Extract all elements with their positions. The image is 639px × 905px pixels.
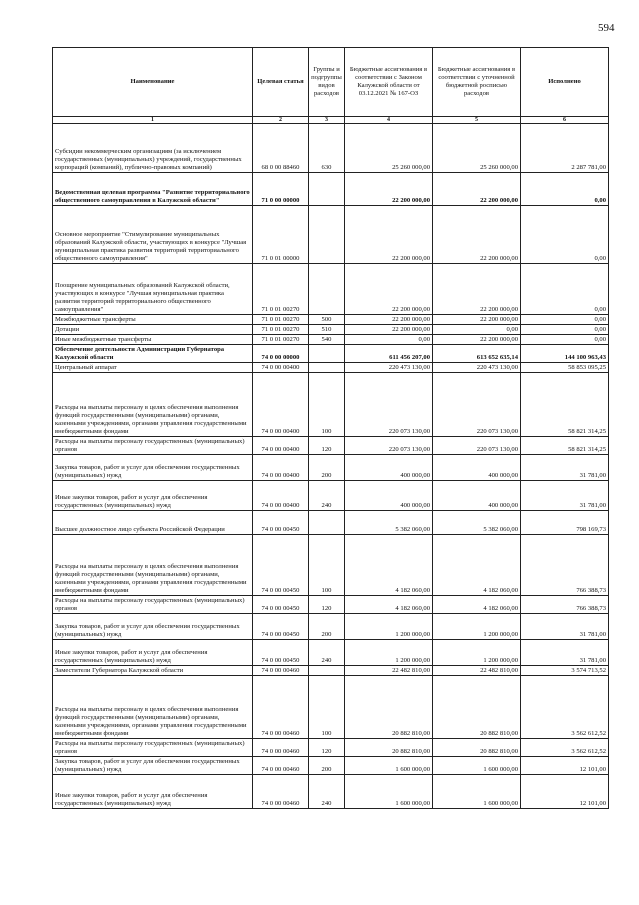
row-name-cell: Поощрение муниципальных образований Калужской области, участвующих в конкурсе "Лучшая муниципальная практика развития территорий территориального общественного самоуправления" xyxy=(53,264,253,315)
row-revised-amount: 4 182 060,00 xyxy=(433,535,521,596)
row-name-cell: Центральный аппарат xyxy=(53,363,253,373)
row-revised-amount: 22 200 000,00 xyxy=(433,264,521,315)
row-name-cell: Ведомственная целевая программа "Развитие территориального общественного самоуправления в Калужской области" xyxy=(53,173,253,206)
row-done-amount: 58 853 095,25 xyxy=(521,363,609,373)
row-done-amount: 31 781,00 xyxy=(521,455,609,481)
row-group-cell xyxy=(309,206,345,264)
row-revised-amount: 1 600 000,00 xyxy=(433,775,521,809)
row-code-cell: 71 0 01 00270 xyxy=(253,315,309,325)
row-done-amount: 0,00 xyxy=(521,264,609,315)
row-revised-amount: 1 200 000,00 xyxy=(433,614,521,640)
row-group-cell: 510 xyxy=(309,325,345,335)
row-name-cell: Иные межбюджетные трансферты xyxy=(53,335,253,345)
row-group-cell: 120 xyxy=(309,437,345,455)
col-number: 6 xyxy=(521,117,609,124)
row-code-cell: 74 0 00 00450 xyxy=(253,614,309,640)
row-revised-amount: 5 382 060,00 xyxy=(433,511,521,535)
row-revised-amount: 25 260 000,00 xyxy=(433,124,521,173)
row-law-amount: 400 000,00 xyxy=(345,455,433,481)
budget-table xyxy=(52,47,609,809)
header-name: Наименование xyxy=(53,48,253,117)
row-revised-amount: 220 473 130,00 xyxy=(433,363,521,373)
row-group-cell: 200 xyxy=(309,455,345,481)
row-law-amount: 400 000,00 xyxy=(345,481,433,511)
row-done-amount: 0,00 xyxy=(521,173,609,206)
row-law-amount: 22 482 810,00 xyxy=(345,666,433,676)
row-code-cell: 71 0 01 00270 xyxy=(253,335,309,345)
row-code-cell: 74 0 00 00460 xyxy=(253,739,309,757)
row-name-cell: Заместители Губернатора Калужской области xyxy=(53,666,253,676)
row-name-cell: Иные закупки товаров, работ и услуг для обеспечения государственных (муниципальных) нужд xyxy=(53,640,253,666)
row-group-cell xyxy=(309,511,345,535)
row-code-cell: 74 0 00 00460 xyxy=(253,676,309,739)
row-name-cell: Субсидии некоммерческим организациям (за исключением государственных (муниципальных) учреждений, государственных корпораций (компаний), публично-правовых компаний) xyxy=(53,124,253,173)
page-number: 594 xyxy=(598,22,615,34)
row-done-amount: 58 821 314,25 xyxy=(521,373,609,437)
table-row xyxy=(53,335,609,345)
row-revised-amount: 220 073 130,00 xyxy=(433,437,521,455)
table-row xyxy=(53,264,609,315)
row-revised-amount: 20 882 810,00 xyxy=(433,739,521,757)
row-name-cell: Закупка товаров, работ и услуг для обеспечения государственных (муниципальных) нужд xyxy=(53,614,253,640)
row-group-cell xyxy=(309,173,345,206)
header-revised: Бюджетные ассигнования в соответствии с уточненной бюджетной росписью расходов xyxy=(433,48,521,117)
row-group-cell xyxy=(309,666,345,676)
row-group-cell: 100 xyxy=(309,373,345,437)
row-law-amount: 22 200 000,00 xyxy=(345,173,433,206)
table-row xyxy=(53,511,609,535)
row-group-cell xyxy=(309,264,345,315)
row-code-cell: 71 0 01 00270 xyxy=(253,264,309,315)
row-group-cell: 240 xyxy=(309,775,345,809)
row-code-cell: 71 0 01 00270 xyxy=(253,325,309,335)
row-done-amount: 2 287 781,00 xyxy=(521,124,609,173)
row-group-cell: 100 xyxy=(309,535,345,596)
row-code-cell: 74 0 00 00400 xyxy=(253,437,309,455)
col-number: 2 xyxy=(253,117,309,124)
row-done-amount: 798 169,73 xyxy=(521,511,609,535)
row-done-amount: 0,00 xyxy=(521,315,609,325)
row-revised-amount: 22 200 000,00 xyxy=(433,173,521,206)
table-row xyxy=(53,596,609,614)
row-law-amount: 22 200 000,00 xyxy=(345,206,433,264)
row-law-amount: 22 200 000,00 xyxy=(345,264,433,315)
row-group-cell: 500 xyxy=(309,315,345,325)
row-name-cell: Иные закупки товаров, работ и услуг для обеспечения государственных (муниципальных) нужд xyxy=(53,481,253,511)
row-name-cell: Иные закупки товаров, работ и услуг для обеспечения государственных (муниципальных) нужд xyxy=(53,775,253,809)
row-group-cell: 200 xyxy=(309,614,345,640)
row-law-amount: 611 456 207,00 xyxy=(345,345,433,363)
row-name-cell: Расходы на выплаты персоналу государственных (муниципальных) органов xyxy=(53,596,253,614)
row-code-cell: 74 0 00 00460 xyxy=(253,775,309,809)
table-header-row xyxy=(53,48,609,117)
col-number: 1 xyxy=(53,117,253,124)
row-group-cell: 540 xyxy=(309,335,345,345)
row-done-amount: 3 562 612,52 xyxy=(521,739,609,757)
row-group-cell xyxy=(309,363,345,373)
table-row xyxy=(53,315,609,325)
row-done-amount: 31 781,00 xyxy=(521,481,609,511)
row-code-cell: 74 0 00 00450 xyxy=(253,596,309,614)
table-row xyxy=(53,437,609,455)
row-revised-amount: 220 073 130,00 xyxy=(433,373,521,437)
row-name-cell: Основное мероприятие "Стимулирование муниципальных образований Калужской области, участвующих в конкурсе "Лучшая муниципальная практика развития территорий территориального общественного самоуправления" xyxy=(53,206,253,264)
row-done-amount: 12 101,00 xyxy=(521,757,609,775)
row-code-cell: 74 0 00 00460 xyxy=(253,666,309,676)
table-row xyxy=(53,373,609,437)
row-group-cell xyxy=(309,345,345,363)
row-law-amount: 4 182 060,00 xyxy=(345,535,433,596)
row-law-amount: 20 882 810,00 xyxy=(345,676,433,739)
row-law-amount: 0,00 xyxy=(345,335,433,345)
row-revised-amount: 400 000,00 xyxy=(433,481,521,511)
row-revised-amount: 22 200 000,00 xyxy=(433,315,521,325)
row-done-amount: 0,00 xyxy=(521,206,609,264)
row-law-amount: 25 260 000,00 xyxy=(345,124,433,173)
table-row xyxy=(53,640,609,666)
row-revised-amount: 1 600 000,00 xyxy=(433,757,521,775)
table-body xyxy=(53,124,609,809)
row-done-amount: 144 100 963,43 xyxy=(521,345,609,363)
row-name-cell: Расходы на выплаты персоналу государственных (муниципальных) органов xyxy=(53,739,253,757)
col-number: 5 xyxy=(433,117,521,124)
row-done-amount: 31 781,00 xyxy=(521,614,609,640)
row-done-amount: 31 781,00 xyxy=(521,640,609,666)
row-code-cell: 74 0 00 00460 xyxy=(253,757,309,775)
row-code-cell: 74 0 00 00400 xyxy=(253,455,309,481)
row-law-amount: 4 182 060,00 xyxy=(345,596,433,614)
row-revised-amount: 22 200 000,00 xyxy=(433,335,521,345)
table-row xyxy=(53,124,609,173)
row-group-cell: 630 xyxy=(309,124,345,173)
row-done-amount: 58 821 314,25 xyxy=(521,437,609,455)
row-code-cell: 71 0 01 00000 xyxy=(253,206,309,264)
row-law-amount: 220 073 130,00 xyxy=(345,437,433,455)
table-row xyxy=(53,535,609,596)
table-row xyxy=(53,481,609,511)
row-revised-amount: 400 000,00 xyxy=(433,455,521,481)
row-name-cell: Высшее должностное лицо субъекта Российской Федерации xyxy=(53,511,253,535)
row-name-cell: Закупка товаров, работ и услуг для обеспечения государственных (муниципальных) нужд xyxy=(53,455,253,481)
row-name-cell: Расходы на выплаты персоналу в целях обеспечения выполнения функций государственными (муниципальными) органами, казенными учреждениями, органами управления государственными внебюджетными фондами xyxy=(53,535,253,596)
table-row xyxy=(53,614,609,640)
table-row xyxy=(53,363,609,373)
row-done-amount: 766 388,73 xyxy=(521,535,609,596)
col-number: 4 xyxy=(345,117,433,124)
row-law-amount: 22 200 000,00 xyxy=(345,325,433,335)
row-name-cell: Межбюджетные трансферты xyxy=(53,315,253,325)
row-code-cell: 74 0 00 00000 xyxy=(253,345,309,363)
table-row xyxy=(53,173,609,206)
row-group-cell: 120 xyxy=(309,739,345,757)
header-law: Бюджетные ассигнования в соответствии с Законом Калужской области от 03.12.2021 № 167-ОЗ xyxy=(345,48,433,117)
table-row xyxy=(53,757,609,775)
row-law-amount: 5 382 060,00 xyxy=(345,511,433,535)
row-name-cell: Дотации xyxy=(53,325,253,335)
row-revised-amount: 22 482 810,00 xyxy=(433,666,521,676)
table-row xyxy=(53,325,609,335)
column-number-row xyxy=(53,117,609,124)
row-revised-amount: 20 882 810,00 xyxy=(433,676,521,739)
col-number: 3 xyxy=(309,117,345,124)
table-row xyxy=(53,206,609,264)
row-revised-amount: 4 182 060,00 xyxy=(433,596,521,614)
row-done-amount: 12 101,00 xyxy=(521,775,609,809)
row-law-amount: 1 200 000,00 xyxy=(345,640,433,666)
header-code: Целевая статья xyxy=(253,48,309,117)
header-group: Группы и подгруппы видов расходов xyxy=(309,48,345,117)
row-name-cell: Расходы на выплаты персоналу в целях обеспечения выполнения функций государственными (муниципальными) органами, казенными учреждениями, органами управления государственными внебюджетными фондами xyxy=(53,676,253,739)
row-revised-amount: 1 200 000,00 xyxy=(433,640,521,666)
row-code-cell: 74 0 00 00450 xyxy=(253,535,309,596)
table-row xyxy=(53,666,609,676)
row-name-cell: Расходы на выплаты персоналу в целях обеспечения выполнения функций государственными (муниципальными) органами, казенными учреждениями, органами управления государственными внебюджетными фондами xyxy=(53,373,253,437)
row-law-amount: 1 600 000,00 xyxy=(345,757,433,775)
row-law-amount: 220 473 130,00 xyxy=(345,363,433,373)
row-group-cell: 120 xyxy=(309,596,345,614)
row-law-amount: 1 200 000,00 xyxy=(345,614,433,640)
row-name-cell: Закупка товаров, работ и услуг для обеспечения государственных (муниципальных) нужд xyxy=(53,757,253,775)
row-done-amount: 3 562 612,52 xyxy=(521,676,609,739)
table-row xyxy=(53,775,609,809)
row-law-amount: 22 200 000,00 xyxy=(345,315,433,325)
row-law-amount: 20 882 810,00 xyxy=(345,739,433,757)
row-name-cell: Расходы на выплаты персоналу государственных (муниципальных) органов xyxy=(53,437,253,455)
row-code-cell: 71 0 00 00000 xyxy=(253,173,309,206)
row-group-cell: 200 xyxy=(309,757,345,775)
row-group-cell: 100 xyxy=(309,676,345,739)
table-row xyxy=(53,739,609,757)
row-code-cell: 74 0 00 00400 xyxy=(253,373,309,437)
row-done-amount: 3 574 713,52 xyxy=(521,666,609,676)
row-done-amount: 766 388,73 xyxy=(521,596,609,614)
row-revised-amount: 22 200 000,00 xyxy=(433,206,521,264)
row-done-amount: 0,00 xyxy=(521,335,609,345)
row-name-cell: Обеспечение деятельности Администрации Губернатора Калужской области xyxy=(53,345,253,363)
row-code-cell: 74 0 00 00400 xyxy=(253,363,309,373)
row-code-cell: 74 0 00 00400 xyxy=(253,481,309,511)
table-row xyxy=(53,455,609,481)
row-group-cell: 240 xyxy=(309,640,345,666)
row-law-amount: 220 073 130,00 xyxy=(345,373,433,437)
row-group-cell: 240 xyxy=(309,481,345,511)
row-code-cell: 74 0 00 00450 xyxy=(253,511,309,535)
row-law-amount: 1 600 000,00 xyxy=(345,775,433,809)
row-code-cell: 68 0 00 88460 xyxy=(253,124,309,173)
header-done: Исполнено xyxy=(521,48,609,117)
table-row xyxy=(53,676,609,739)
row-code-cell: 74 0 00 00450 xyxy=(253,640,309,666)
table-row xyxy=(53,345,609,363)
row-revised-amount: 0,00 xyxy=(433,325,521,335)
row-done-amount: 0,00 xyxy=(521,325,609,335)
row-revised-amount: 613 652 635,14 xyxy=(433,345,521,363)
